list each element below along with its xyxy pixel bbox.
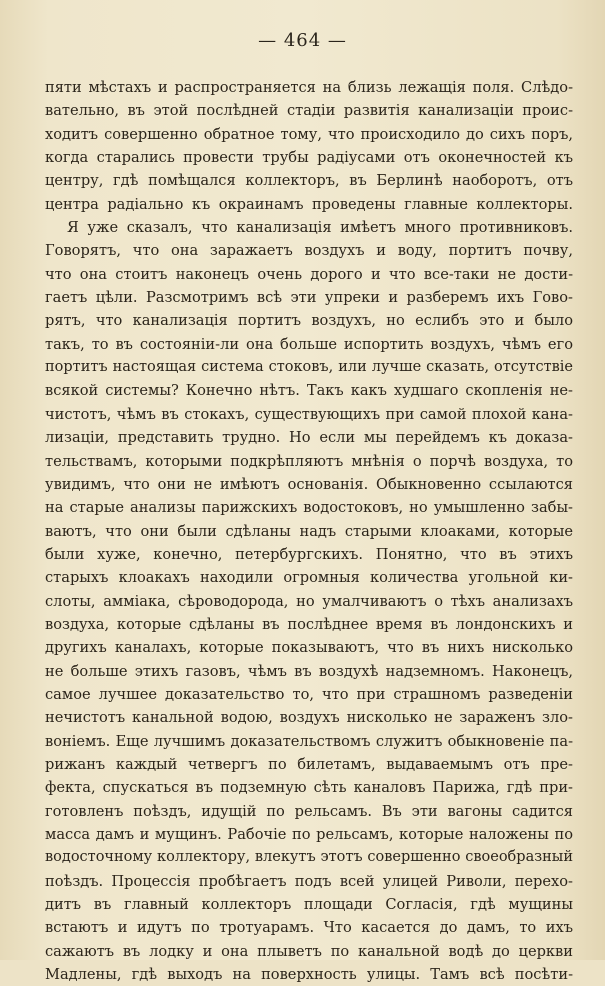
text-line: старыхъ клоакахъ находили огромныя количества угольной ки- [45,569,573,587]
text-line: вательно, въ этой послѣдней стадіи развитія канализаціи проис- [45,102,573,120]
text-line: такъ, то въ состояніи-ли она больше испортить воздухъ, чѣмъ его [45,335,573,353]
text-line: Мадлены, гдѣ выходъ на поверхность улицы. Тамъ всѣ посѣти- [45,966,573,984]
text-line: всякой системы? Конечно нѣтъ. Такъ какъ худшаго скопленія не- [45,382,573,400]
text-line: масса дамъ и мущинъ. Рабочіе по рельсамъ, которые наложены по [45,826,573,843]
text-line: центра радіально къ окраинамъ проведены главные коллекторы. [45,195,573,213]
text-line: воздуха, которые сдѣланы въ послѣднее время въ лондонскихъ и [45,615,573,633]
text-line: водосточному коллектору, влекутъ этотъ совершенно своеобразный [45,849,573,866]
text-line: тельствамъ, которыми подкрѣпляютъ мнѣнія о порчѣ воздуха, то [45,452,573,470]
text-line: фекта, спускаться въ подземную сѣть каналовъ Парижа, гдѣ при- [45,779,573,797]
body-text [45,76,573,986]
text-line: не больше этихъ газовъ, чѣмъ въ воздухѣ надземномъ. Наконецъ, [45,662,573,680]
text-line: чистотъ, чѣмъ въ стокахъ, существующихъ при самой плохой кана- [45,405,573,423]
text-line: готовленъ поѣздъ, идущій по рельсамъ. Въ эти вагоны садится [45,802,573,820]
text-line: когда старались провести трубы радіусами отъ оконечностей къ [45,149,573,167]
text-line: слоты, амміака, сѣроводорода, но умалчиваютъ о тѣхъ анализахъ [45,592,573,610]
text-line: сажаютъ въ лодку и она плыветъ по канальной водѣ до церкви [45,942,573,960]
text-line: воніемъ. Еще лучшимъ доказательствомъ служитъ обыкновеніе па- [45,732,573,750]
paragraph-start-line: Я уже сказалъ, что канализація имѣетъ много противниковъ. [67,219,573,237]
text-line: пяти мѣстахъ и распространяется на близь лежащія поля. Слѣдо- [45,79,573,96]
text-line: портитъ настоящая система стоковъ, или лучше сказать, отсутствіе [45,359,573,376]
text-line: на старые анализы парижскихъ водостоковъ, но умышленно забы- [45,499,573,517]
text-line: лизаціи, представить трудно. Но если мы перейдемъ къ доказа- [45,429,573,447]
text-line: поѣздъ. Процессія пробѣгаетъ подъ всей улицей Риволи, перехо- [45,872,573,890]
text-line: рятъ, что канализація портитъ воздухъ, но еслибъ это и было [45,312,573,330]
text-line: Говорятъ, что она заражаетъ воздухъ и воду, портитъ почву, [45,242,573,260]
text-line: были хуже, конечно, петербургскихъ. Понятно, что въ этихъ [45,545,573,563]
text-line: дитъ въ главный коллекторъ площади Согласія, гдѣ мущины [45,896,573,914]
text-line: самое лучшее доказательство то, что при страшномъ разведеніи [45,685,573,703]
text-line: увидимъ, что они не имѣютъ основанія. Обыкновенно ссылаются [45,475,573,493]
text-line: гаетъ цѣли. Разсмотримъ всѣ эти упреки и разберемъ ихъ Гово- [45,289,573,307]
text-line: нечистотъ канальной водою, воздухъ нисколько не зараженъ зло- [45,709,573,727]
text-line: центру, гдѣ помѣщался коллекторъ, въ Берлинѣ наоборотъ, отъ [45,172,573,190]
text-line: ваютъ, что они были сдѣланы надъ старыми клоаками, которые [45,522,573,540]
text-line: рижанъ каждый четвергъ по билетамъ, выдаваемымъ отъ пре- [45,755,573,773]
text-line: другихъ каналахъ, которые показываютъ, что въ нихъ нисколько [45,639,573,657]
text-line: что она стоитъ наконецъ очень дорого и что все-таки не дости- [45,265,573,283]
text-line: ходитъ совершенно обратное тому, что происходило до сихъ поръ, [45,125,573,143]
page-number: — 464 — [258,30,347,51]
text-line: встаютъ и идутъ по тротуарамъ. Что касается до дамъ, то ихъ [45,919,573,937]
